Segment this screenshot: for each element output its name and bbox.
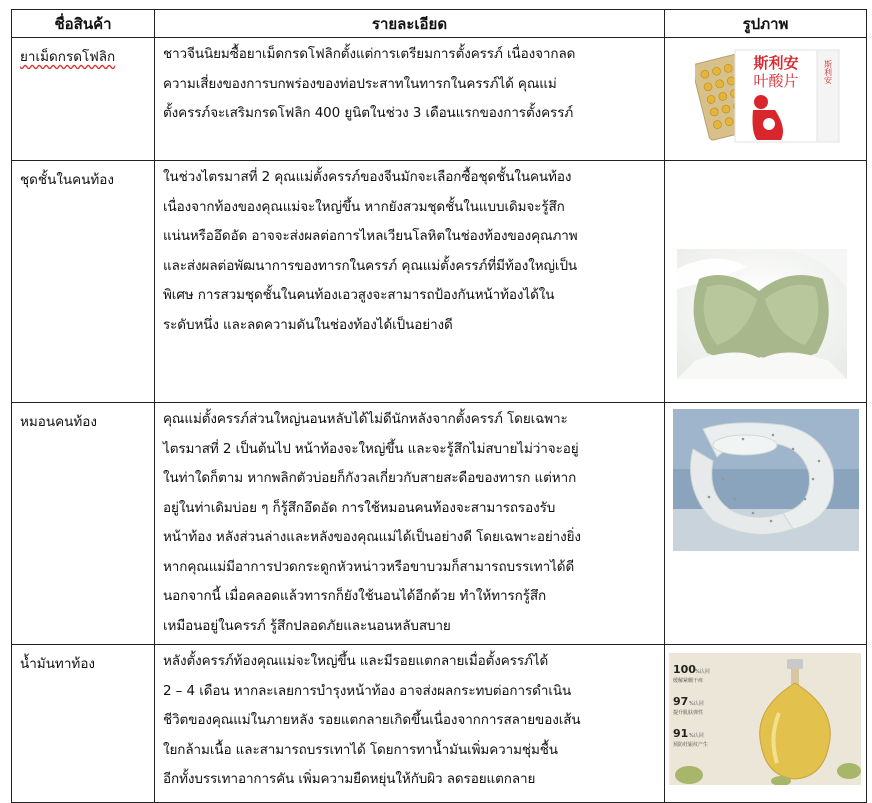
product-detail-cell	[155, 645, 665, 803]
product-name: หมอนคนท้อง	[20, 414, 97, 430]
header-image: รูปภาพ	[665, 10, 867, 38]
detail-line: ในช่วงไตรมาสที่ 2 คุณแม่ตั้งครรภ์ของจีนมักจะเลือกซื้อชุดชั้นในคนท้อง	[163, 169, 572, 185]
detail-line: ใยกล้ามเนื้อ และสามารถบรรเทาได้ โดยการทาน้ำมันเพิ่มความชุ่มชื้น	[163, 741, 558, 758]
detail-line: หน้าท้อง หลังส่วนล่างและหลังของคุณแม่ได้เป็นอย่างดี โดยเฉพาะอย่างยิ่ง	[163, 529, 581, 545]
product-detail-cell	[155, 403, 665, 645]
product-image-cell	[665, 161, 867, 403]
box-product-text: 叶酸片	[753, 72, 799, 90]
stat-unit: %认同	[689, 733, 704, 739]
stat-num: 97	[673, 695, 689, 708]
product-detail-cell	[155, 161, 665, 403]
table-row	[12, 403, 867, 645]
detail-line: อีกทั้งบรรเทาอาการคัน เพิ่มความยืดหยุ่นให้กับผิว ลดรอยแตกลาย	[163, 771, 536, 787]
folic-acid-box-image	[695, 46, 845, 146]
detail-line: หลังตั้งครรภ์ท้องคุณแม่จะใหญ่ขึ้น และมีรอยแตกลายเมื่อตั้งครรภ์ได้	[163, 653, 549, 669]
detail-line: หากคุณแม่มีอาการปวดกระดูกหัวหน่าวหรือขาบวมก็สามารถบรรเทาได้ดี	[163, 558, 575, 575]
product-name-cell	[12, 645, 155, 803]
product-name: ยาเม็ดกรดโฟลิก	[20, 49, 116, 65]
detail-line: นอกจากนี้ เมื่อคลอดแล้วทารกก็ยังใช้นอนได้อีกด้วย ทำให้ทารกรู้สึก	[163, 588, 547, 604]
stat-unit: %认同	[689, 701, 704, 707]
stat-desc: 提升肌肤弹性	[673, 710, 704, 716]
stat-desc: 预防妊娠纹产生	[673, 742, 709, 748]
table-row	[12, 645, 867, 803]
product-image-cell	[665, 38, 867, 161]
detail-line: และส่งผลต่อพัฒนาการของทารกในครรภ์ คุณแม่ตั้งครรภ์ที่มีท้องใหญ่เป็น	[163, 257, 578, 274]
detail-line: เหมือนอยู่ในครรภ์ รู้สึกปลอดภัยและนอนหลับสบาย	[163, 617, 451, 634]
stat-num: 100	[673, 663, 696, 676]
pregnancy-pillow-image	[673, 409, 859, 551]
product-name: น้ำมันทาท้อง	[20, 656, 96, 672]
detail-line: ชีวิตของคุณแม่ในภายหลัง รอยแตกลายเกิดขึ้นเนื่องจากการสลายของเส้น	[163, 712, 581, 728]
product-image-cell	[665, 645, 867, 803]
product-detail-cell	[155, 38, 665, 161]
product-name-cell	[12, 403, 155, 645]
header-row	[12, 10, 867, 38]
product-table	[11, 9, 867, 803]
detail-line: ในท่าใดก็ตาม หากพลิกตัวบ่อยก็กังวลเกี่ยวกับสายสะดือของทารก แต่หาก	[163, 470, 577, 486]
stat-num: 91	[673, 727, 689, 740]
detail-line: เนื่องจากท้องของคุณแม่จะใหญ่ขึ้น หากยังสวมชุดชั้นในแบบเดิมจะรู้สึก	[163, 198, 565, 215]
detail-line: ไตรมาสที่ 2 เป็นต้นไป หน้าท้องจะใหญ่ขึ้น และจะรู้สึกไม่สบายไม่ว่าจะอยู่	[163, 440, 579, 457]
detail-line: ชาวจีนนิยมซื้อยาเม็ดกรดโฟลิกตั้งแต่การเตรียมการตั้งครรภ์ เนื่องจากลด	[163, 46, 576, 62]
detail-line: อยู่ในท่าเดิมบ่อย ๆ ก็รู้สึกอึดอัด การใช้หมอนคนท้องจะสามารถรองรับ	[163, 499, 556, 516]
detail-line: ตั้งครรภ์จะเสริมกรดโฟลิก 400 ยูนิตในช่วง 3 เดือนแรกของการตั้งครรภ์	[163, 105, 574, 121]
belly-oil-image	[669, 653, 861, 785]
detail-line: ระดับหนึ่ง และลดความดันในช่องท้องได้เป็นอย่างดี	[163, 316, 453, 333]
product-image-cell	[665, 403, 867, 645]
product-name: ชุดชั้นในคนท้อง	[20, 172, 114, 188]
detail-line: แน่นหรืออึดอัด อาจจะส่งผลต่อการไหลเวียนโลหิตในช่องท้องของคุณภาพ	[163, 228, 578, 244]
detail-line: คุณแม่ตั้งครรภ์ส่วนใหญ่นอนหลับได้ไม่ดีนักหลังจากตั้งครรภ์ โดยเฉพาะ	[163, 411, 568, 427]
table-row	[12, 161, 867, 403]
box-brand-text: 斯利安	[753, 54, 799, 72]
product-name-cell	[12, 38, 155, 161]
detail-line: 2 – 4 เดือน หากละเลยการบำรุงหน้าท้อง อาจส่งผลกระทบต่อการดำเนิน	[163, 682, 572, 699]
product-name-cell	[12, 161, 155, 403]
header-detail: รายละเอียด	[155, 10, 665, 38]
maternity-bra-image	[677, 249, 847, 379]
detail-line: ความเสี่ยงของการบกพร่องของท่อประสาทในทารกในครรภ์ได้ คุณแม่	[163, 75, 557, 92]
stat-desc: 缓解紧绷干痒	[673, 678, 704, 684]
box-side-text: 斯利安	[823, 60, 833, 84]
table-row	[12, 38, 867, 161]
header-name: ชื่อสินค้า	[12, 10, 155, 38]
stat-unit: %认同	[695, 669, 710, 675]
detail-line: พิเศษ การสวมชุดชั้นในคนท้องเอวสูงจะสามารถป้องกันหน้าท้องได้ใน	[163, 287, 555, 303]
